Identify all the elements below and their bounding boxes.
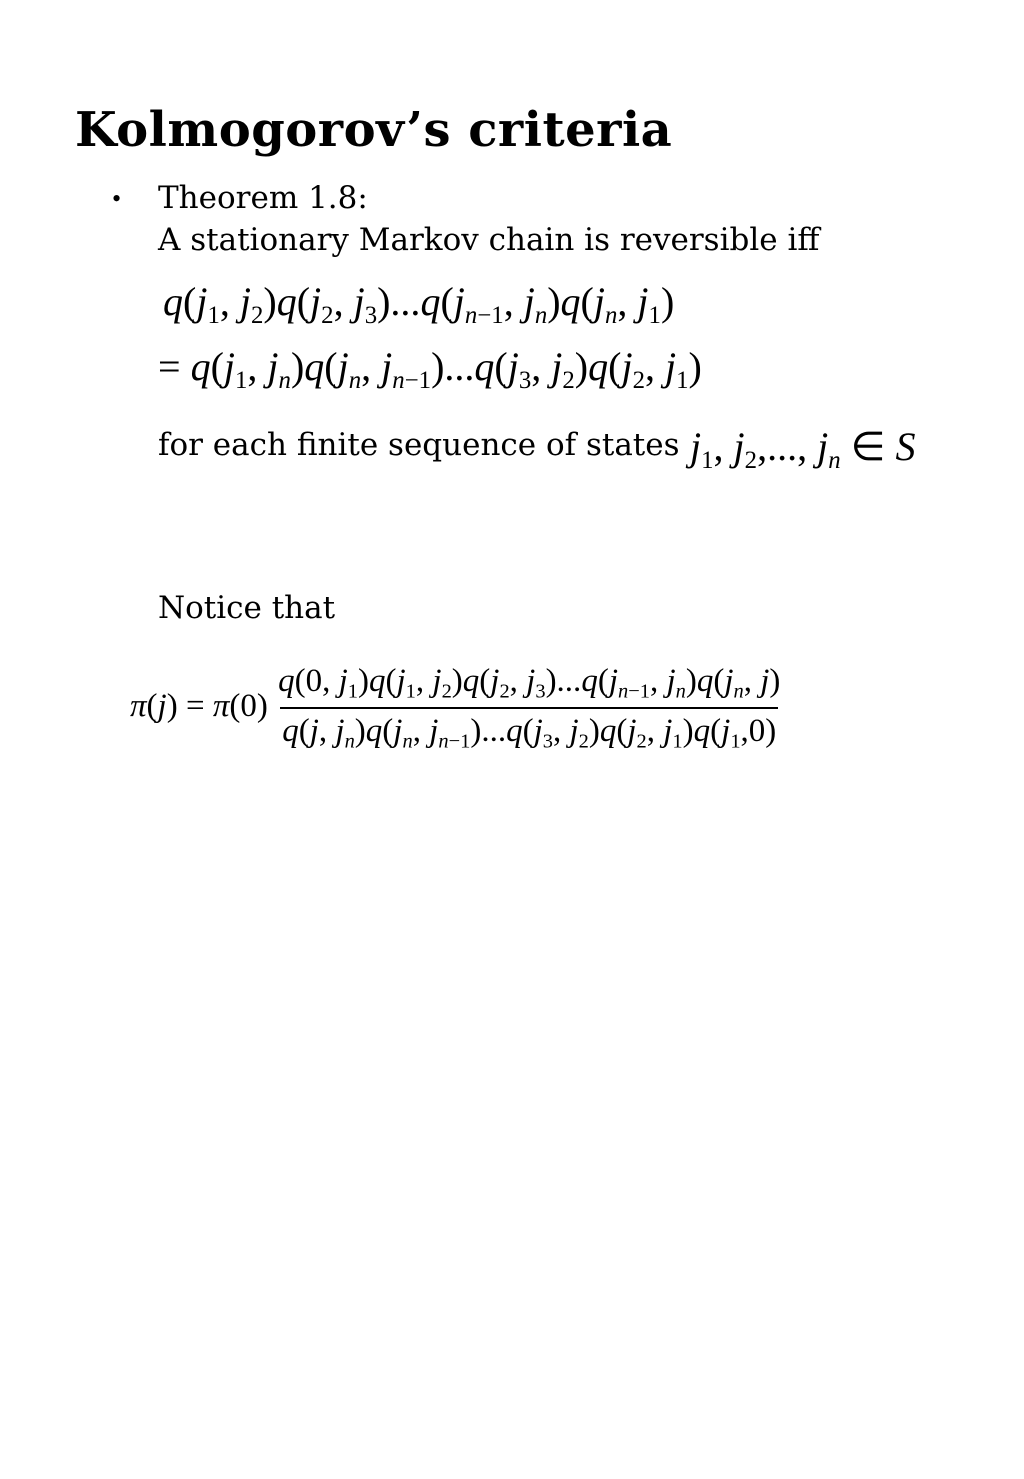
theorem-label: Theorem 1.8: bbox=[158, 180, 368, 216]
fraction-denominator: q(j, $j_n)q(j_n$, $j_{n-1})...q(j_3$, $j_2)q(j_2$, $j_1)q(j_1,0)$ bbox=[280, 707, 778, 752]
equation-line-2: = $q(j_1$, $j_n)q(j_n$, $j_{n-1})...q(j_3$, $j_2)q(j_2$, $j_1$) bbox=[158, 344, 702, 394]
equation-line-1: $q(j_1$, $j_2)q(j_2$, $j_3)...q(j_{n-1}$, $j_n)q(j_n$, $j_1$) bbox=[163, 279, 675, 329]
notice-text: Notice that bbox=[158, 590, 336, 626]
theorem-statement: A stationary Markov chain is reversible iff bbox=[158, 222, 820, 258]
fraction bbox=[276, 665, 782, 752]
slide-title: Kolmogorov’s criteria bbox=[75, 102, 673, 158]
condition-text: for each finite sequence of states bbox=[158, 427, 680, 463]
stationary-distribution-formula: π(j) = π(0) $\frac{q(0, j_1)q(j_1, j_2)q(j_2, j_3)...q(j_{n-1}, j_n)q(j_n, j)}{q(j, j_n)q(j_n, j_{n-1})...q(j_3, j_2)q(j_2, j_1)q(j_1,0)}$ bbox=[130, 663, 781, 753]
state-sequence-formula: $j_1$, $j_2$,..., $j_n$ ∈ S bbox=[690, 424, 916, 474]
fraction-numerator: q(0, $j_1)q(j_1$, $j_2)q(j_2$, $j_3)...q(j_{n-1}$, $j_n)q(j_n$, j) bbox=[278, 663, 781, 703]
bullet-marker: • bbox=[112, 184, 122, 213]
